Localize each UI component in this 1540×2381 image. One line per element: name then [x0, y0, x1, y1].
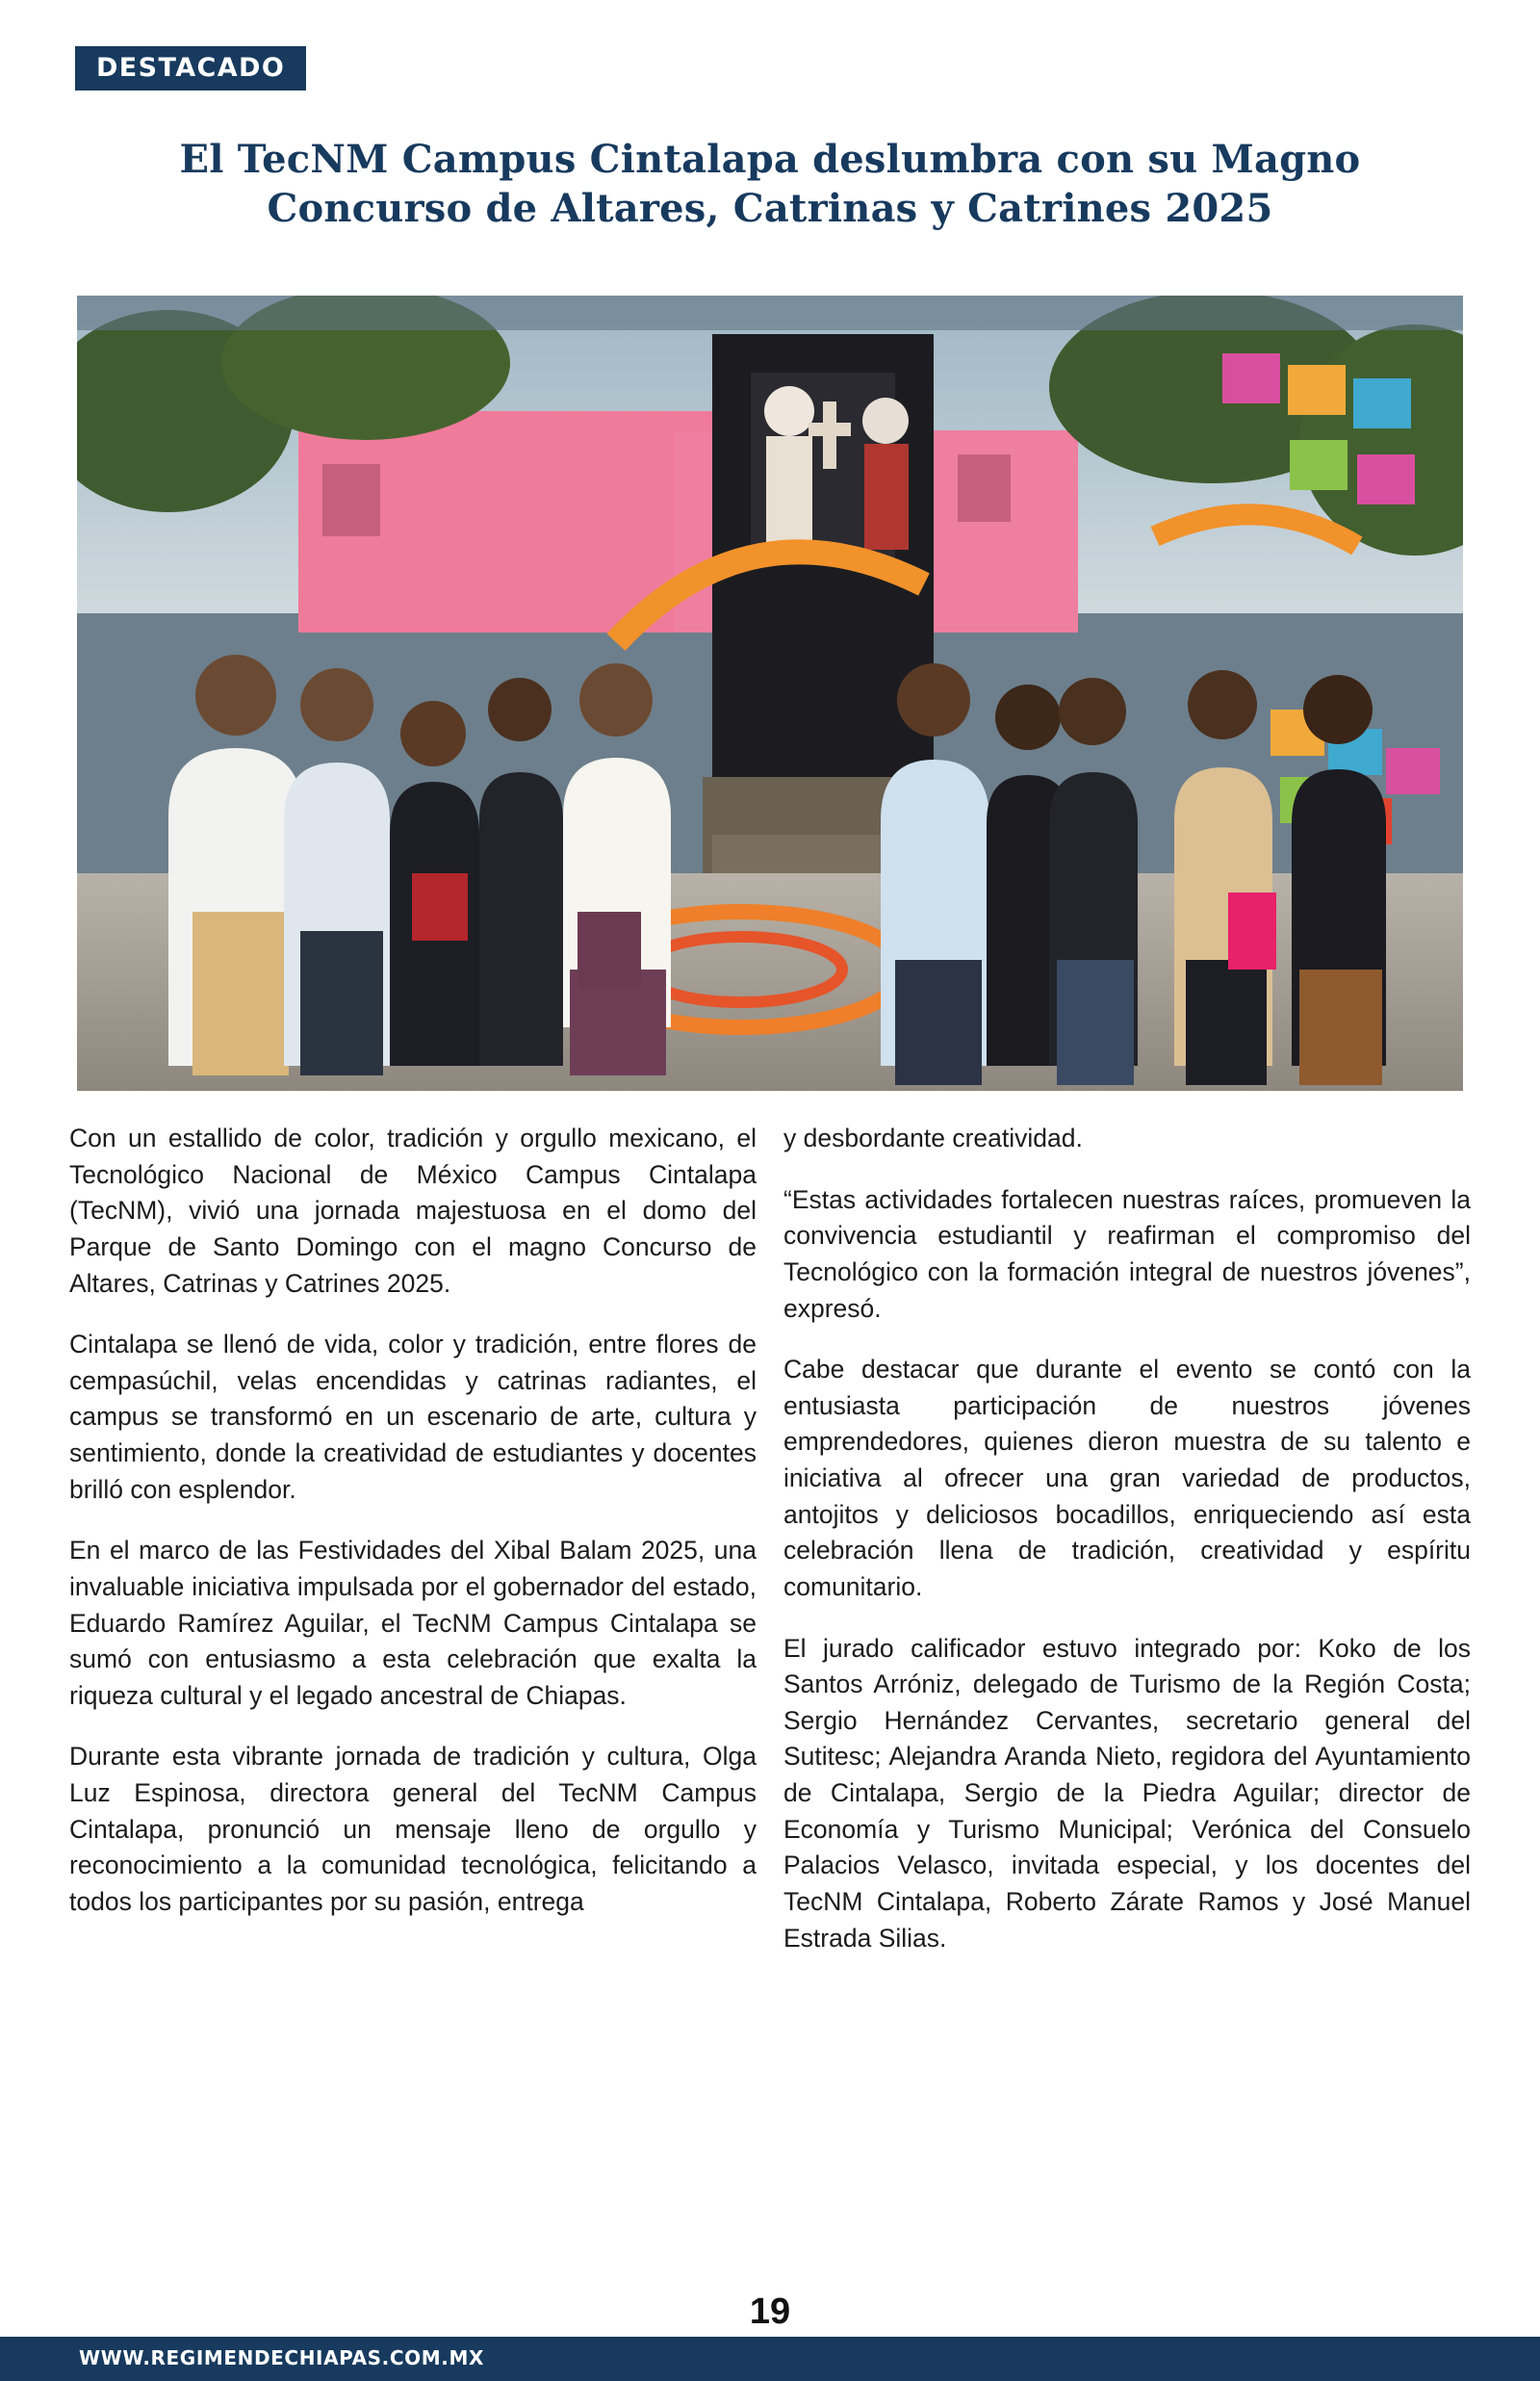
- page-number: [0, 2291, 1540, 2337]
- section-tag: DESTACADO: [75, 46, 306, 91]
- paragraph: Cabe destacar que durante el evento se contó con la entusiasta participación de nuestros jóvenes emprendedores, quienes dieron muestra de su talento e iniciativa al ofrecer una gran variedad de productos, antojitos y deliciosos bocadillos, enriqueciendo así esta celebración llena de tradición, creatividad y espíritu comunitario.: [783, 1355, 1471, 1601]
- paragraph: En el marco de las Festividades del Xibal Balam 2025, una invaluable iniciativa impulsada por el gobernador del estado, Eduardo Ramírez Aguilar, el TecNM Campus Cintalapa se sumó con entusiasmo a esta celebración que exalta la riqueza cultural y el legado ancestral de Chiapas.: [69, 1536, 757, 1710]
- paragraph: Durante esta vibrante jornada de tradición y cultura, Olga Luz Espinosa, directora general del TecNM Campus Cintalapa, pronunció un mensaje lleno de orgullo y reconocimiento a la comunidad tecnológica, felicitando a todos los participantes por su pasión, entrega: [69, 1742, 757, 1916]
- article-body: [69, 1121, 1471, 1956]
- photo-illustration: [77, 296, 1463, 1091]
- footer-website-url[interactable]: WWW.REGIMENDECHIAPAS.COM.MX: [79, 2346, 484, 2369]
- page-number-value: 19: [749, 2291, 791, 2332]
- paragraph: y desbordante creatividad.: [783, 1124, 1083, 1152]
- paragraph: Cintalapa se llenó de vida, color y tradición, entre flores de cempasúchil, velas encendidas y catrinas radiantes, el campus se transformó en un escenario de arte, cultura y sentimiento, donde la creatividad de estudiantes y docentes brilló con esplendor.: [69, 1330, 757, 1504]
- paragraph: Con un estallido de color, tradición y orgullo mexicano, el Tecnológico Nacional de México Campus Cintalapa (TecNM), vivió una jornada majestuosa en el domo del Parque de Santo Domingo con el magno Concurso de Altares, Catrinas y Catrines 2025.: [69, 1124, 757, 1298]
- headline-line-1: El TecNM Campus Cintalapa deslumbra con su Magno: [179, 137, 1361, 182]
- paragraph: El jurado calificador estuvo integrado por: Koko de los Santos Arróniz, delegado de Turismo de la Región Costa; Sergio Hernández Cervantes, secretario general del Sutitesc; Alejandra Aranda Nieto, regidora del Ayuntamiento de Cintalapa, Sergio de la Piedra Aguilar; director de Economía y Turismo Municipal; Verónica del Consuelo Palacios Velasco, invitada especial, y los docentes del TecNM Cintalapa, Roberto Zárate Ramos y José Manuel Estrada Silias.: [783, 1633, 1471, 1953]
- article-photo: [77, 296, 1463, 1091]
- article-column-right: [783, 1121, 1471, 1956]
- paragraph: “Estas actividades fortalecen nuestras raíces, promueven la convivencia estudiantil y reafirman el compromiso del Tecnológico con la formación integral de nuestros jóvenes”, expresó.: [783, 1184, 1471, 1323]
- page-title: [77, 135, 1463, 233]
- headline-line-2: Concurso de Altares, Catrinas y Catrines 2025: [267, 186, 1273, 232]
- article-column-left: [69, 1121, 757, 1956]
